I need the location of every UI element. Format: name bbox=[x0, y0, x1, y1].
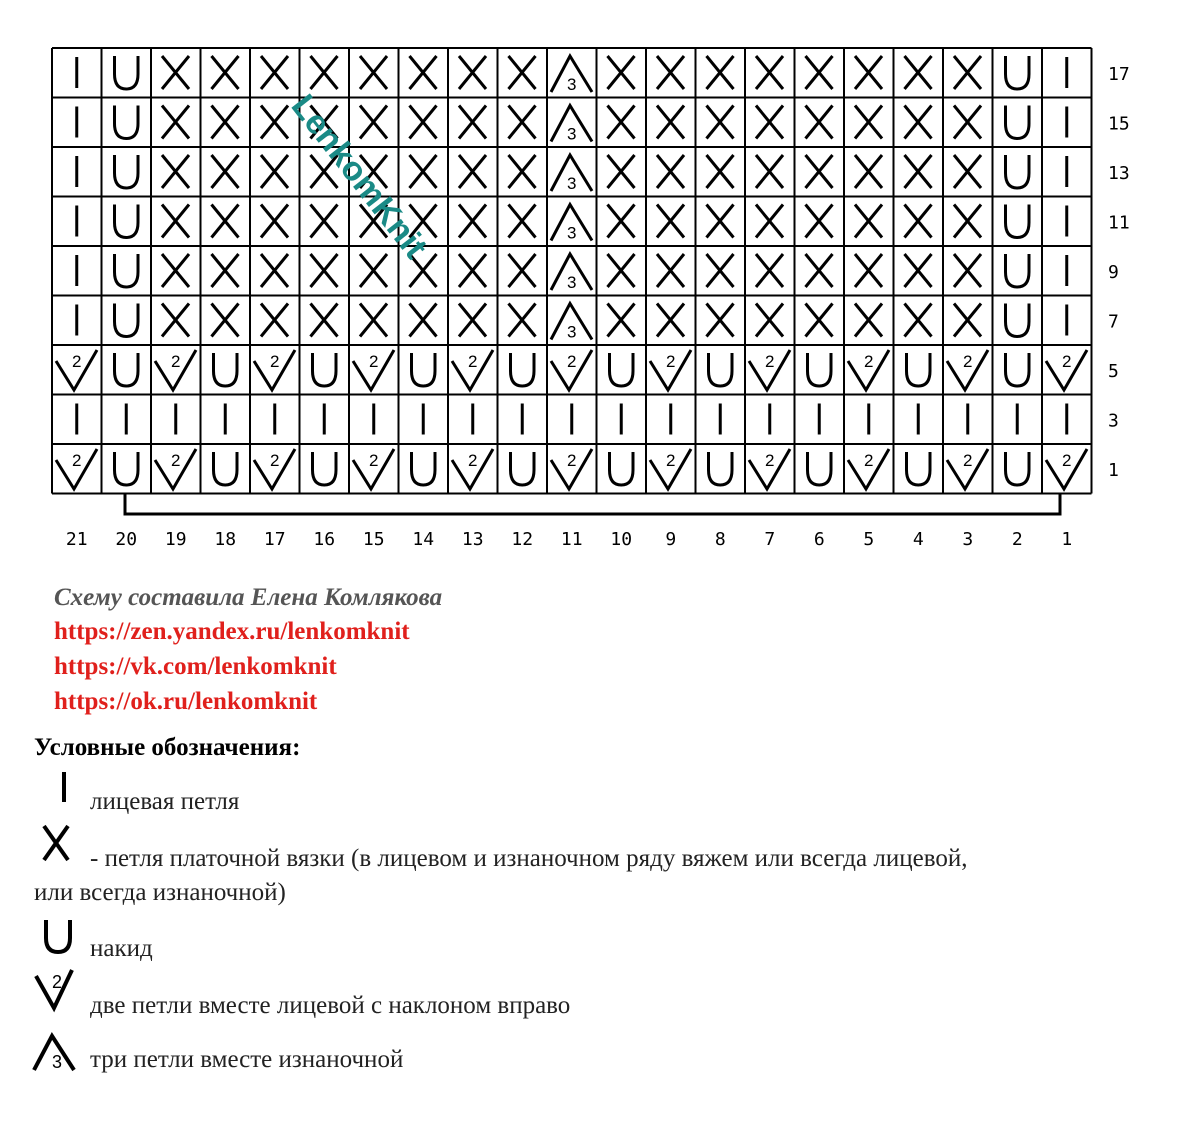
yarn-over-icon bbox=[511, 353, 535, 386]
garter-stitch-icon bbox=[311, 254, 338, 287]
garter-stitch-icon bbox=[855, 106, 882, 139]
yarn-over-icon bbox=[808, 353, 832, 386]
garter-stitch-icon bbox=[707, 304, 734, 337]
k2tog-icon bbox=[452, 449, 493, 489]
svg-text:2: 2 bbox=[72, 451, 82, 470]
column-label: 13 bbox=[461, 529, 484, 550]
garter-stitch-icon bbox=[212, 155, 239, 188]
yarn-over-icon bbox=[907, 452, 931, 485]
k2tog-icon bbox=[650, 350, 691, 390]
garter-stitch-icon bbox=[509, 155, 536, 188]
svg-text:2: 2 bbox=[171, 352, 181, 371]
garter-stitch-icon bbox=[954, 254, 981, 287]
garter-stitch-icon bbox=[509, 106, 536, 139]
garter-stitch-icon bbox=[608, 56, 635, 89]
svg-text:3: 3 bbox=[567, 273, 577, 292]
column-label: 12 bbox=[511, 529, 534, 550]
p3tog-icon bbox=[551, 155, 592, 193]
svg-text:3: 3 bbox=[567, 322, 577, 342]
garter-stitch-icon bbox=[212, 106, 239, 139]
k2tog-icon bbox=[947, 449, 988, 489]
garter-stitch-icon bbox=[707, 254, 734, 287]
garter-stitch-icon bbox=[806, 155, 833, 188]
garter-stitch-icon bbox=[756, 155, 783, 188]
garter-stitch-icon bbox=[212, 254, 239, 287]
garter-stitch-icon bbox=[261, 254, 288, 287]
svg-text:2: 2 bbox=[369, 451, 379, 470]
garter-stitch-icon bbox=[608, 155, 635, 188]
svg-text:2: 2 bbox=[963, 451, 973, 470]
garter-stitch-icon bbox=[212, 205, 239, 238]
garter-stitch-icon bbox=[410, 254, 437, 287]
legend-garter-text: - петля платочной вязки (в лицевом и изнаночном ряду вяжем или всегда лицевой, bbox=[90, 845, 968, 872]
credit-text: Схему составила Елена Комлякова bbox=[54, 584, 443, 611]
column-label: 3 bbox=[962, 529, 974, 550]
svg-text:2: 2 bbox=[270, 352, 280, 371]
garter-stitch-icon bbox=[756, 254, 783, 287]
garter-stitch-icon bbox=[360, 56, 387, 89]
yarn-over-icon bbox=[412, 353, 436, 386]
garter-stitch-icon bbox=[162, 304, 189, 337]
yarn-over-icon bbox=[115, 155, 139, 188]
garter-stitch-icon bbox=[509, 205, 536, 238]
yarn-over-icon bbox=[1006, 205, 1030, 238]
k2tog-icon bbox=[749, 350, 790, 390]
garter-stitch-icon bbox=[459, 205, 486, 238]
link-zen[interactable]: https://zen.yandex.ru/lenkomknit bbox=[54, 618, 410, 645]
svg-text:3: 3 bbox=[52, 1052, 63, 1072]
garter-stitch-icon bbox=[360, 254, 387, 287]
svg-text:2: 2 bbox=[567, 352, 577, 371]
svg-text:3: 3 bbox=[567, 75, 577, 94]
garter-stitch-icon bbox=[608, 106, 635, 139]
garter-stitch-icon bbox=[608, 254, 635, 287]
k2tog-icon bbox=[155, 350, 196, 390]
yarn-over-icon bbox=[1006, 56, 1030, 89]
garter-stitch-icon bbox=[806, 304, 833, 337]
column-label: 8 bbox=[714, 529, 726, 550]
garter-stitch-icon bbox=[806, 56, 833, 89]
garter-stitch-icon bbox=[509, 304, 536, 337]
k2tog-icon bbox=[155, 449, 196, 489]
p3tog-icon bbox=[551, 304, 592, 342]
garter-stitch-icon bbox=[905, 304, 932, 337]
garter-stitch-icon bbox=[162, 155, 189, 188]
svg-text:2: 2 bbox=[468, 352, 478, 371]
row-label: 15 bbox=[1108, 113, 1130, 135]
yarn-over-icon bbox=[313, 452, 337, 485]
yarn-over-icon bbox=[214, 452, 238, 485]
column-label: 9 bbox=[665, 529, 677, 550]
svg-text:2: 2 bbox=[1062, 451, 1072, 470]
column-label: 19 bbox=[164, 529, 187, 550]
column-label: 2 bbox=[1011, 529, 1023, 550]
svg-text:2: 2 bbox=[765, 451, 775, 470]
garter-stitch-icon bbox=[855, 254, 882, 287]
garter-stitch-icon bbox=[954, 205, 981, 238]
svg-text:2: 2 bbox=[765, 352, 775, 371]
garter-stitch-icon bbox=[806, 254, 833, 287]
column-label: 14 bbox=[412, 529, 435, 550]
garter-stitch-icon bbox=[509, 254, 536, 287]
svg-text:2: 2 bbox=[963, 352, 973, 371]
legend-garter-text-cont: или всегда изнаночной) bbox=[34, 879, 286, 906]
garter-stitch-icon bbox=[261, 205, 288, 238]
link-ok[interactable]: https://ok.ru/lenkomknit bbox=[54, 688, 318, 715]
yarn-over-icon bbox=[1006, 155, 1030, 188]
column-label: 4 bbox=[912, 529, 924, 550]
garter-stitch-icon bbox=[855, 155, 882, 188]
garter-stitch-icon bbox=[459, 56, 486, 89]
garter-stitch-icon bbox=[459, 254, 486, 287]
svg-text:2: 2 bbox=[468, 451, 478, 470]
garter-stitch-icon bbox=[905, 155, 932, 188]
garter-stitch-icon bbox=[162, 205, 189, 238]
yarn-over-icon bbox=[115, 452, 139, 485]
garter-stitch-icon bbox=[212, 56, 239, 89]
k2tog-icon bbox=[353, 449, 394, 489]
k2tog-icon bbox=[254, 449, 295, 489]
column-label: 5 bbox=[863, 529, 875, 550]
garter-stitch-icon bbox=[410, 56, 437, 89]
garter-stitch-icon bbox=[657, 254, 684, 287]
row-label: 13 bbox=[1108, 163, 1130, 184]
garter-stitch-icon bbox=[905, 254, 932, 287]
garter-stitch-icon bbox=[905, 205, 932, 238]
yarn-over-icon bbox=[1006, 452, 1030, 485]
k2tog-icon bbox=[353, 350, 394, 390]
garter-stitch-icon bbox=[707, 56, 734, 89]
garter-stitch-icon bbox=[707, 106, 734, 139]
yarn-over-icon bbox=[1006, 254, 1030, 287]
svg-text:2: 2 bbox=[666, 352, 676, 371]
garter-stitch-icon bbox=[707, 205, 734, 238]
legend-p3tog-text: три петли вместе изнаночной bbox=[90, 1046, 404, 1073]
garter-stitch-icon bbox=[657, 304, 684, 337]
column-label: 7 bbox=[764, 529, 776, 550]
yarn-over-icon bbox=[115, 254, 139, 287]
garter-stitch-icon bbox=[756, 205, 783, 238]
yarn-over-icon bbox=[610, 452, 634, 485]
svg-text:2: 2 bbox=[567, 451, 577, 470]
garter-stitch-icon bbox=[855, 205, 882, 238]
row-label: 1 bbox=[1108, 460, 1119, 481]
garter-stitch-icon bbox=[954, 155, 981, 188]
k2tog-icon bbox=[947, 350, 988, 390]
yarn-over-icon bbox=[1006, 353, 1030, 386]
svg-text:2: 2 bbox=[72, 352, 82, 371]
yarn-over-icon bbox=[907, 353, 931, 386]
row-label: 5 bbox=[1108, 361, 1119, 382]
garter-stitch-icon bbox=[954, 56, 981, 89]
column-label: 6 bbox=[813, 529, 825, 550]
column-label: 20 bbox=[115, 529, 138, 550]
svg-text:2: 2 bbox=[171, 451, 181, 470]
yarn-over-icon bbox=[115, 205, 139, 238]
yarn-over-icon bbox=[511, 452, 535, 485]
garter-stitch-icon bbox=[162, 254, 189, 287]
yarn-over-icon bbox=[709, 353, 733, 386]
garter-stitch-icon bbox=[657, 56, 684, 89]
k2tog-icon bbox=[30, 964, 90, 1014]
svg-text:3: 3 bbox=[567, 174, 577, 193]
yarn-over-icon bbox=[115, 353, 139, 386]
k2tog-icon bbox=[551, 350, 592, 390]
k2tog-icon bbox=[1046, 449, 1087, 489]
garter-stitch-icon bbox=[756, 56, 783, 89]
garter-stitch-icon bbox=[212, 304, 239, 337]
k2tog-icon bbox=[848, 449, 889, 489]
k2tog-icon bbox=[848, 350, 889, 390]
k2tog-icon bbox=[749, 449, 790, 489]
garter-stitch-icon bbox=[30, 820, 80, 864]
yarn-over-icon bbox=[115, 56, 139, 89]
column-label: 18 bbox=[214, 529, 237, 550]
garter-stitch-icon bbox=[459, 106, 486, 139]
garter-stitch-icon bbox=[261, 304, 288, 337]
row-label: 11 bbox=[1108, 212, 1130, 234]
svg-text:2: 2 bbox=[864, 352, 874, 371]
column-label: 1 bbox=[1061, 529, 1073, 550]
column-label: 10 bbox=[610, 529, 633, 550]
garter-stitch-icon bbox=[905, 56, 932, 89]
garter-stitch-icon bbox=[657, 155, 684, 188]
garter-stitch-icon bbox=[360, 304, 387, 337]
legend-knit-text: лицевая петля bbox=[90, 788, 240, 815]
row-label: 9 bbox=[1108, 262, 1119, 283]
garter-stitch-icon bbox=[608, 205, 635, 238]
legend-yarn-over-text: накид bbox=[90, 935, 153, 962]
svg-text:2: 2 bbox=[666, 451, 676, 470]
garter-stitch-icon bbox=[459, 304, 486, 337]
yarn-over-icon bbox=[115, 106, 139, 139]
yarn-over-icon bbox=[30, 916, 80, 956]
garter-stitch-icon bbox=[657, 205, 684, 238]
garter-stitch-icon bbox=[162, 106, 189, 139]
garter-stitch-icon bbox=[657, 106, 684, 139]
link-vk[interactable]: https://vk.com/lenkomknit bbox=[54, 653, 337, 680]
garter-stitch-icon bbox=[459, 155, 486, 188]
garter-stitch-icon bbox=[311, 56, 338, 89]
legend-title: Условные обозначения: bbox=[34, 734, 301, 761]
garter-stitch-icon bbox=[261, 155, 288, 188]
svg-text:2: 2 bbox=[1062, 352, 1072, 371]
garter-stitch-icon bbox=[410, 155, 437, 188]
yarn-over-icon bbox=[709, 452, 733, 485]
garter-stitch-icon bbox=[509, 56, 536, 89]
p3tog-icon bbox=[551, 56, 592, 94]
svg-text:2: 2 bbox=[864, 451, 874, 470]
svg-text:2: 2 bbox=[369, 352, 379, 371]
k2tog-icon bbox=[650, 449, 691, 489]
svg-text:2: 2 bbox=[52, 972, 63, 992]
p3tog-icon bbox=[30, 1030, 90, 1074]
garter-stitch-icon bbox=[707, 155, 734, 188]
row-label: 3 bbox=[1108, 410, 1119, 432]
garter-stitch-icon bbox=[756, 304, 783, 337]
yarn-over-icon bbox=[214, 353, 238, 386]
garter-stitch-icon bbox=[261, 56, 288, 89]
k2tog-icon bbox=[56, 449, 97, 489]
garter-stitch-icon bbox=[954, 304, 981, 337]
svg-text:3: 3 bbox=[567, 223, 577, 243]
garter-stitch-icon bbox=[608, 304, 635, 337]
p3tog-icon bbox=[551, 106, 592, 144]
k2tog-icon bbox=[551, 449, 592, 489]
k2tog-icon bbox=[452, 350, 493, 390]
yarn-over-icon bbox=[115, 304, 139, 337]
row-label: 7 bbox=[1108, 311, 1119, 333]
garter-stitch-icon bbox=[806, 205, 833, 238]
k2tog-icon bbox=[1046, 350, 1087, 390]
column-label: 21 bbox=[65, 529, 88, 550]
yarn-over-icon bbox=[1006, 106, 1030, 139]
garter-stitch-icon bbox=[360, 106, 387, 139]
garter-stitch-icon bbox=[855, 304, 882, 337]
p3tog-icon bbox=[551, 205, 592, 243]
repeat-bracket bbox=[125, 494, 1060, 514]
svg-text:2: 2 bbox=[270, 451, 280, 470]
legend-k2tog-text: две петли вместе лицевой с наклоном вправо bbox=[90, 992, 571, 1019]
garter-stitch-icon bbox=[905, 106, 932, 139]
yarn-over-icon bbox=[808, 452, 832, 485]
k2tog-icon bbox=[254, 350, 295, 390]
p3tog-icon bbox=[551, 254, 592, 292]
knit-stitch-icon bbox=[30, 768, 80, 808]
garter-stitch-icon bbox=[162, 56, 189, 89]
column-label: 11 bbox=[560, 529, 583, 550]
column-label: 16 bbox=[313, 529, 336, 550]
svg-text:3: 3 bbox=[567, 124, 577, 144]
yarn-over-icon bbox=[610, 353, 634, 386]
garter-stitch-icon bbox=[410, 304, 437, 337]
garter-stitch-icon bbox=[311, 304, 338, 337]
yarn-over-icon bbox=[412, 452, 436, 485]
k2tog-icon bbox=[56, 350, 97, 390]
garter-stitch-icon bbox=[756, 106, 783, 139]
row-label: 17 bbox=[1108, 64, 1130, 85]
garter-stitch-icon bbox=[954, 106, 981, 139]
column-label: 17 bbox=[263, 529, 286, 550]
garter-stitch-icon bbox=[311, 205, 338, 238]
garter-stitch-icon bbox=[855, 56, 882, 89]
yarn-over-icon bbox=[1006, 304, 1030, 337]
garter-stitch-icon bbox=[806, 106, 833, 139]
watermark: LenkomKnit bbox=[283, 87, 435, 266]
garter-stitch-icon bbox=[410, 106, 437, 139]
yarn-over-icon bbox=[313, 353, 337, 386]
column-label: 15 bbox=[362, 529, 385, 550]
